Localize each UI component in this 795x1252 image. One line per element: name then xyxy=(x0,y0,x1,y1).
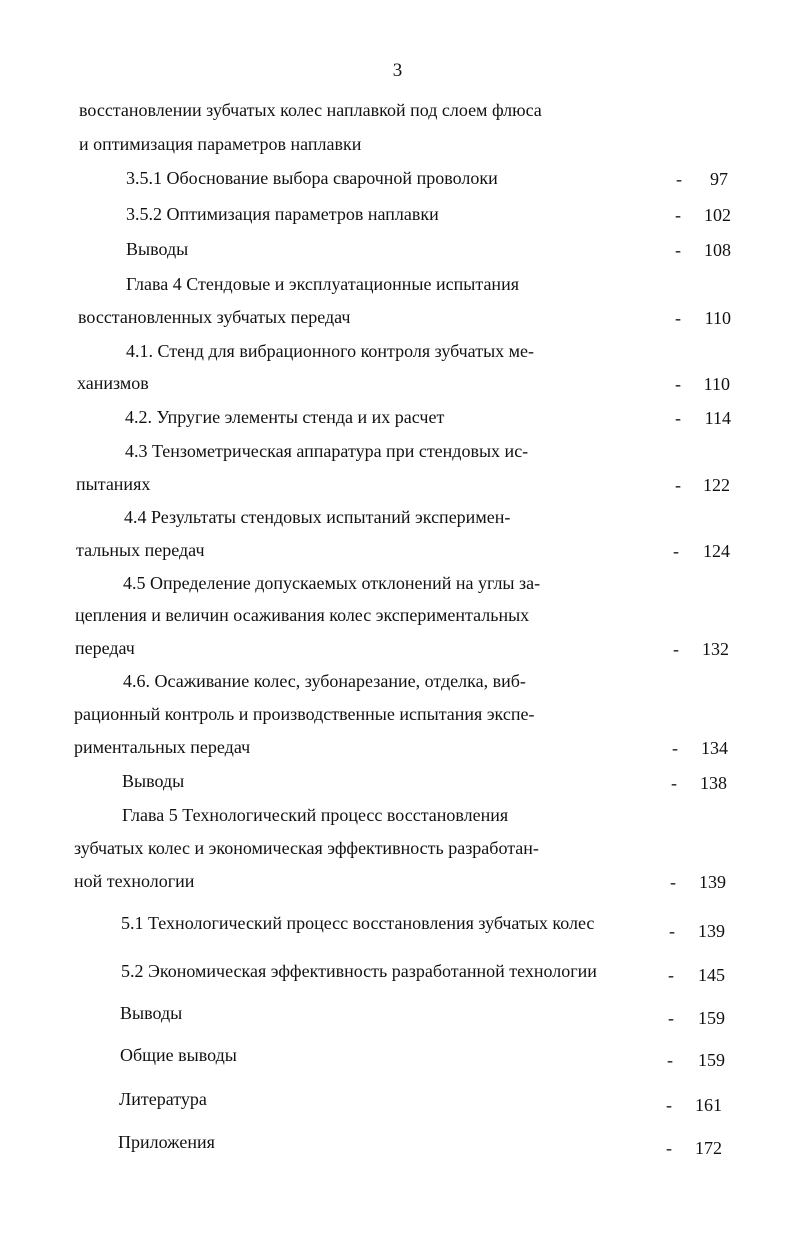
toc-line: Глава 5 Технологический процесс восстановления xyxy=(122,805,509,825)
toc-line: 4.3 Тензометрическая аппаратура при стендовых ис- xyxy=(125,441,529,461)
page-number: 3 xyxy=(392,60,403,81)
toc-line: 4.1. Стенд для вибрационного контроля зубчатых ме- xyxy=(126,341,535,361)
leader-dash: - xyxy=(675,240,681,260)
toc-line: 3.5.1 Обоснование выбора сварочной проволоки xyxy=(126,168,498,188)
toc-page-number: 138 xyxy=(700,773,727,793)
toc-line: пытаниях xyxy=(76,474,151,494)
toc-page-number: 132 xyxy=(702,639,729,659)
leader-dash: - xyxy=(675,475,681,495)
toc-page-number: 139 xyxy=(698,921,725,941)
leader-dash: - xyxy=(670,872,676,892)
toc-page-number: 110 xyxy=(704,308,731,328)
toc-page-number: 172 xyxy=(695,1138,722,1158)
leader-dash: - xyxy=(668,965,674,985)
leader-dash: - xyxy=(673,639,679,659)
toc-line: 4.2. Упругие элементы стенда и их расчет xyxy=(125,407,445,427)
leader-dash: - xyxy=(675,205,681,225)
toc-line: ханизмов xyxy=(77,373,149,393)
toc-line: и оптимизация параметров наплавки xyxy=(79,134,362,154)
leader-dash: - xyxy=(676,169,682,189)
toc-line: 5.1 Технологический процесс восстановления зубчатых колес xyxy=(121,913,595,933)
toc-page-number: 110 xyxy=(703,374,730,394)
toc-line: рационный контроль и производственные испытания экспе- xyxy=(74,704,535,724)
leader-dash: - xyxy=(668,1008,674,1028)
leader-dash: - xyxy=(667,1050,673,1070)
leader-dash: - xyxy=(666,1095,672,1115)
toc-page-number: 97 xyxy=(710,169,728,189)
toc-page-number: 159 xyxy=(698,1050,725,1070)
toc-page-number: 159 xyxy=(698,1008,725,1028)
toc-line: 4.6. Осаживание колес, зубонарезание, отделка, виб- xyxy=(123,671,526,691)
toc-line: зубчатых колес и экономическая эффективность разработан- xyxy=(74,838,539,858)
toc-line: 5.2 Экономическая эффективность разработанной технологии xyxy=(121,961,597,981)
toc-line: ной технологии xyxy=(74,871,195,891)
toc-page-number: 108 xyxy=(704,240,731,260)
toc-page-number: 134 xyxy=(701,738,728,758)
toc-line: Выводы xyxy=(120,1003,183,1023)
toc-line: Общие выводы xyxy=(120,1045,237,1065)
toc-page-number: 102 xyxy=(704,205,731,225)
toc-line: передач xyxy=(75,638,135,658)
toc-page-number: 124 xyxy=(703,541,730,561)
toc-line: восстановлении зубчатых колес наплавкой под слоем флюса xyxy=(79,100,542,120)
leader-dash: - xyxy=(673,541,679,561)
toc-page-number: 114 xyxy=(704,408,731,428)
toc-line: 4.5 Определение допускаемых отклонений на углы за- xyxy=(123,573,541,593)
toc-page-number: 161 xyxy=(695,1095,722,1115)
toc-line: 4.4 Результаты стендовых испытаний эксперимен- xyxy=(124,507,511,527)
toc-line: тальных передач xyxy=(76,540,205,560)
toc-line: цепления и величин осаживания колес экспериментальных xyxy=(75,605,530,625)
toc-line: восстановленных зубчатых передач xyxy=(78,307,351,327)
toc-page-number: 139 xyxy=(699,872,726,892)
leader-dash: - xyxy=(675,308,681,328)
toc-line: Выводы xyxy=(126,239,189,259)
leader-dash: - xyxy=(675,408,681,428)
toc-line: Приложения xyxy=(118,1132,215,1152)
leader-dash: - xyxy=(669,921,675,941)
toc-line: риментальных передач xyxy=(74,737,251,757)
toc-line: Выводы xyxy=(122,771,185,791)
toc-page-number: 122 xyxy=(703,475,730,495)
toc-line: Литература xyxy=(119,1089,207,1109)
leader-dash: - xyxy=(666,1138,672,1158)
toc-line: Глава 4 Стендовые и эксплуатационные испытания xyxy=(126,274,519,294)
leader-dash: - xyxy=(672,738,678,758)
leader-dash: - xyxy=(671,773,677,793)
toc-page-number: 145 xyxy=(698,965,725,985)
leader-dash: - xyxy=(675,374,681,394)
toc-line: 3.5.2 Оптимизация параметров наплавки xyxy=(126,204,439,224)
